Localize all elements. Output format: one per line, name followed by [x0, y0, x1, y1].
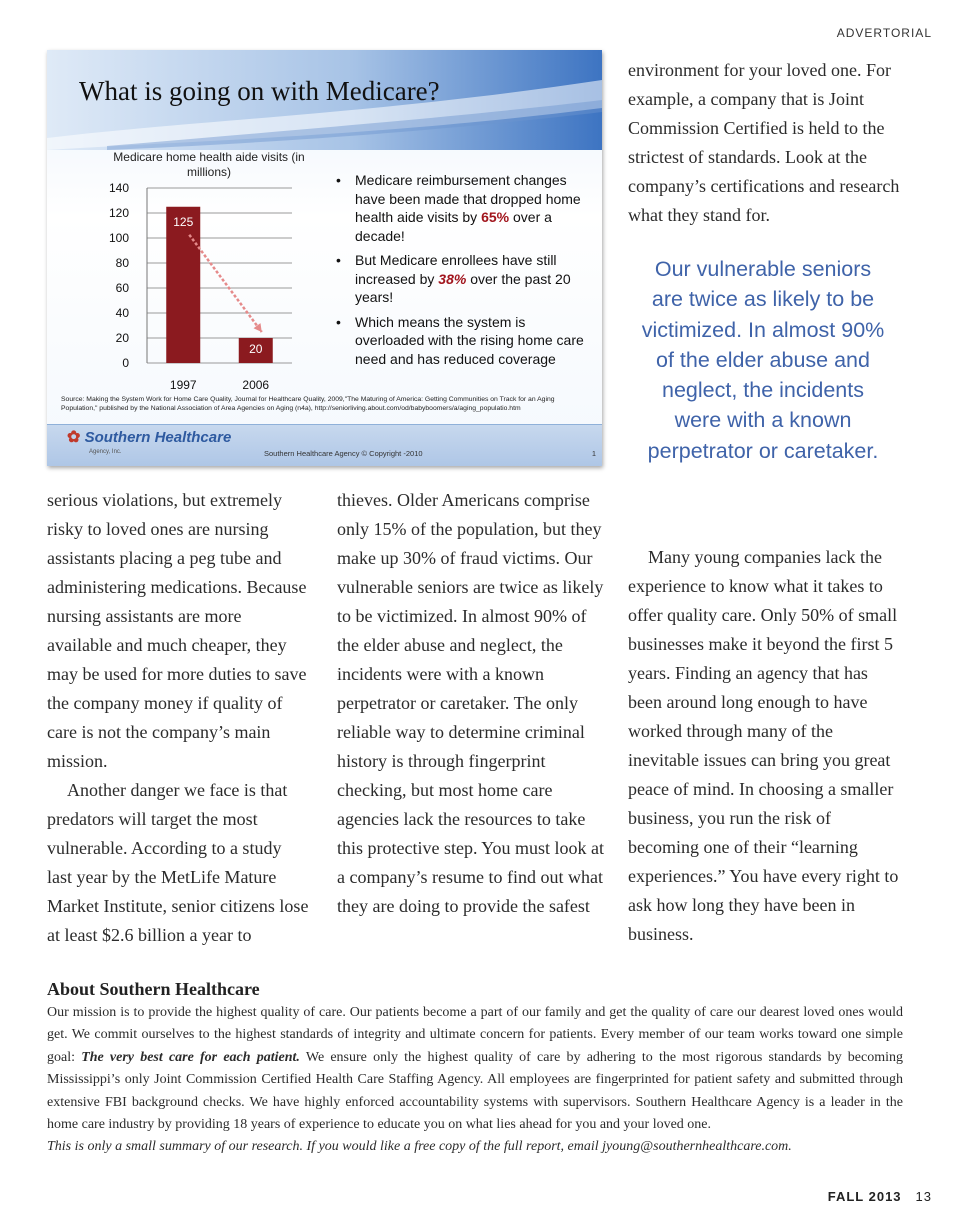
slide-footer: [47, 424, 602, 466]
y-tick-label: 80: [115, 256, 129, 270]
y-tick-label: 20: [115, 331, 129, 345]
y-tick-label: 140: [108, 181, 129, 195]
slide-title: What is going on with Medicare?: [79, 76, 440, 106]
y-tick-label: 120: [108, 206, 129, 220]
issue-label: FALL 2013: [827, 1189, 902, 1204]
column-3-top: [628, 56, 903, 230]
page-number: 13: [915, 1189, 932, 1204]
about-body: Our mission is to provide the highest quality of care. Our patients become a part of our family and get the quality of care our dearest loved ones would get. We commit ourselves to the highest standards of integrity and ultimate concern for patients. Every member of our team works toward one simple goal: The very best care for each patient. We ensure only the highest quality of care by adhering to the most rigorous standards by becoming Mississippi’s only Joint Commission Certified Health Care Staffing Agency. All employees are fingerprinted for patient safety and submitted through extensive FBI background checks. We have highly enforced accountability systems with supervisors. Southern Healthcare Agency is a leader in the home care industry by providing 18 years of experience to educate you on what lies ahead for you and your loved one.: [47, 1005, 903, 1133]
bullet-item: • But Medicare enrollees have still increased by 38% over the past 20 years!: [332, 251, 597, 307]
about-goal: The very best care for each patient.: [81, 1049, 300, 1065]
company-logo: ✿ Southern Healthcare Agency, Inc.: [67, 429, 232, 455]
slide-copyright: Southern Healthcare Agency © Copyright -2010: [264, 449, 423, 458]
about-title: About Southern Healthcare: [47, 979, 260, 999]
paragraph: thieves. Older Americans comprise only 15% of the population, but they make up 30% of fraud victims. Our vulnerable seniors are twice as likely to be victimized. In almost 90% of the elder abuse and neglect, the incidents were with a known perpetrator or caretaker. The only reliable way to determine criminal history is through fingerprint checking, but most home care agencies lack the resources to take this protective step. You must look at a company’s resume to find out what they are doing to provide the safest: [337, 490, 604, 916]
bullet-item: • Which means the system is overloaded with the rising home care need and has reduced coverage: [332, 313, 597, 369]
chart-title: Medicare home health aide visits (in millions): [113, 150, 305, 179]
column-3-bottom: [628, 543, 904, 949]
paragraph: serious violations, but extremely risky to loved ones are nursing assistants placing a peg tube and administering medications. Because nursing assistants are more available and much cheaper, they may be used for more duties to save the company money if quality of care is not the company’s main mission.: [47, 490, 307, 771]
y-tick-label: 60: [115, 281, 129, 295]
y-tick-label: 100: [108, 231, 129, 245]
column-2: [337, 486, 605, 921]
slide-bullets: [332, 171, 597, 374]
medicare-slide: [47, 50, 602, 466]
bar: [166, 207, 200, 363]
about-note: This is only a small summary of our research. If you would like a free copy of the full report, email jyoung@southernhealthcare.com.: [47, 1139, 792, 1155]
y-tick-label: 40: [115, 306, 129, 320]
bar-chart: [67, 178, 307, 418]
slide-source: Source: Making the System Work for Home Care Quality, Journal for Healthcare Quality, 2009,"The Maturing of America: Getting Communities on Track for an Aging Population," published by the National Association of Area Agencies on Aging (n4a), http://seniorliving.about.com/od/babyboomers/a/aging_populatio.htm: [61, 396, 555, 412]
y-tick-label: 0: [122, 356, 129, 370]
data-label: 20: [249, 342, 263, 356]
bullet-item: • Medicare reimbursement changes have been made that dropped home health aide visits by 65% over a decade!: [332, 171, 597, 245]
column-1: [47, 486, 309, 950]
paragraph: environment for your loved one. For example, a company that is Joint Commission Certified is held to the strictest of standards. Look at the company’s certifications and research what they stand for.: [628, 60, 900, 225]
x-tick-label: 2006: [242, 378, 270, 392]
pull-quote: Our vulnerable seniors are twice as likely to be victimized. In almost 90% of the elder abuse and neglect, the incidents were with a known perpetrator or caretaker.: [641, 257, 885, 463]
about-section: [47, 976, 903, 1159]
slide-number: 1: [591, 449, 596, 458]
paragraph: Many young companies lack the experience to know what it takes to offer quality care. Only 50% of small businesses make it beyond the first 5 years. Finding an agency that has been around long enough to have worked through many of the inevitable issues can bring you great peace of mind. In choosing a smaller business, you run the risk of becoming one of their “learning experiences.” You have every right to ask how long they have been in business.: [628, 547, 899, 944]
x-tick-label: 1997: [169, 378, 197, 392]
data-label: 125: [173, 214, 194, 229]
section-tag: ADVERTORIAL: [836, 26, 932, 40]
paragraph: Another danger we face is that predators will target the most vulnerable. According to a study last year by the MetLife Mature Market Institute, senior citizens lose at least $2.6 billion a year to: [47, 780, 309, 945]
page-footer: [828, 1189, 932, 1204]
